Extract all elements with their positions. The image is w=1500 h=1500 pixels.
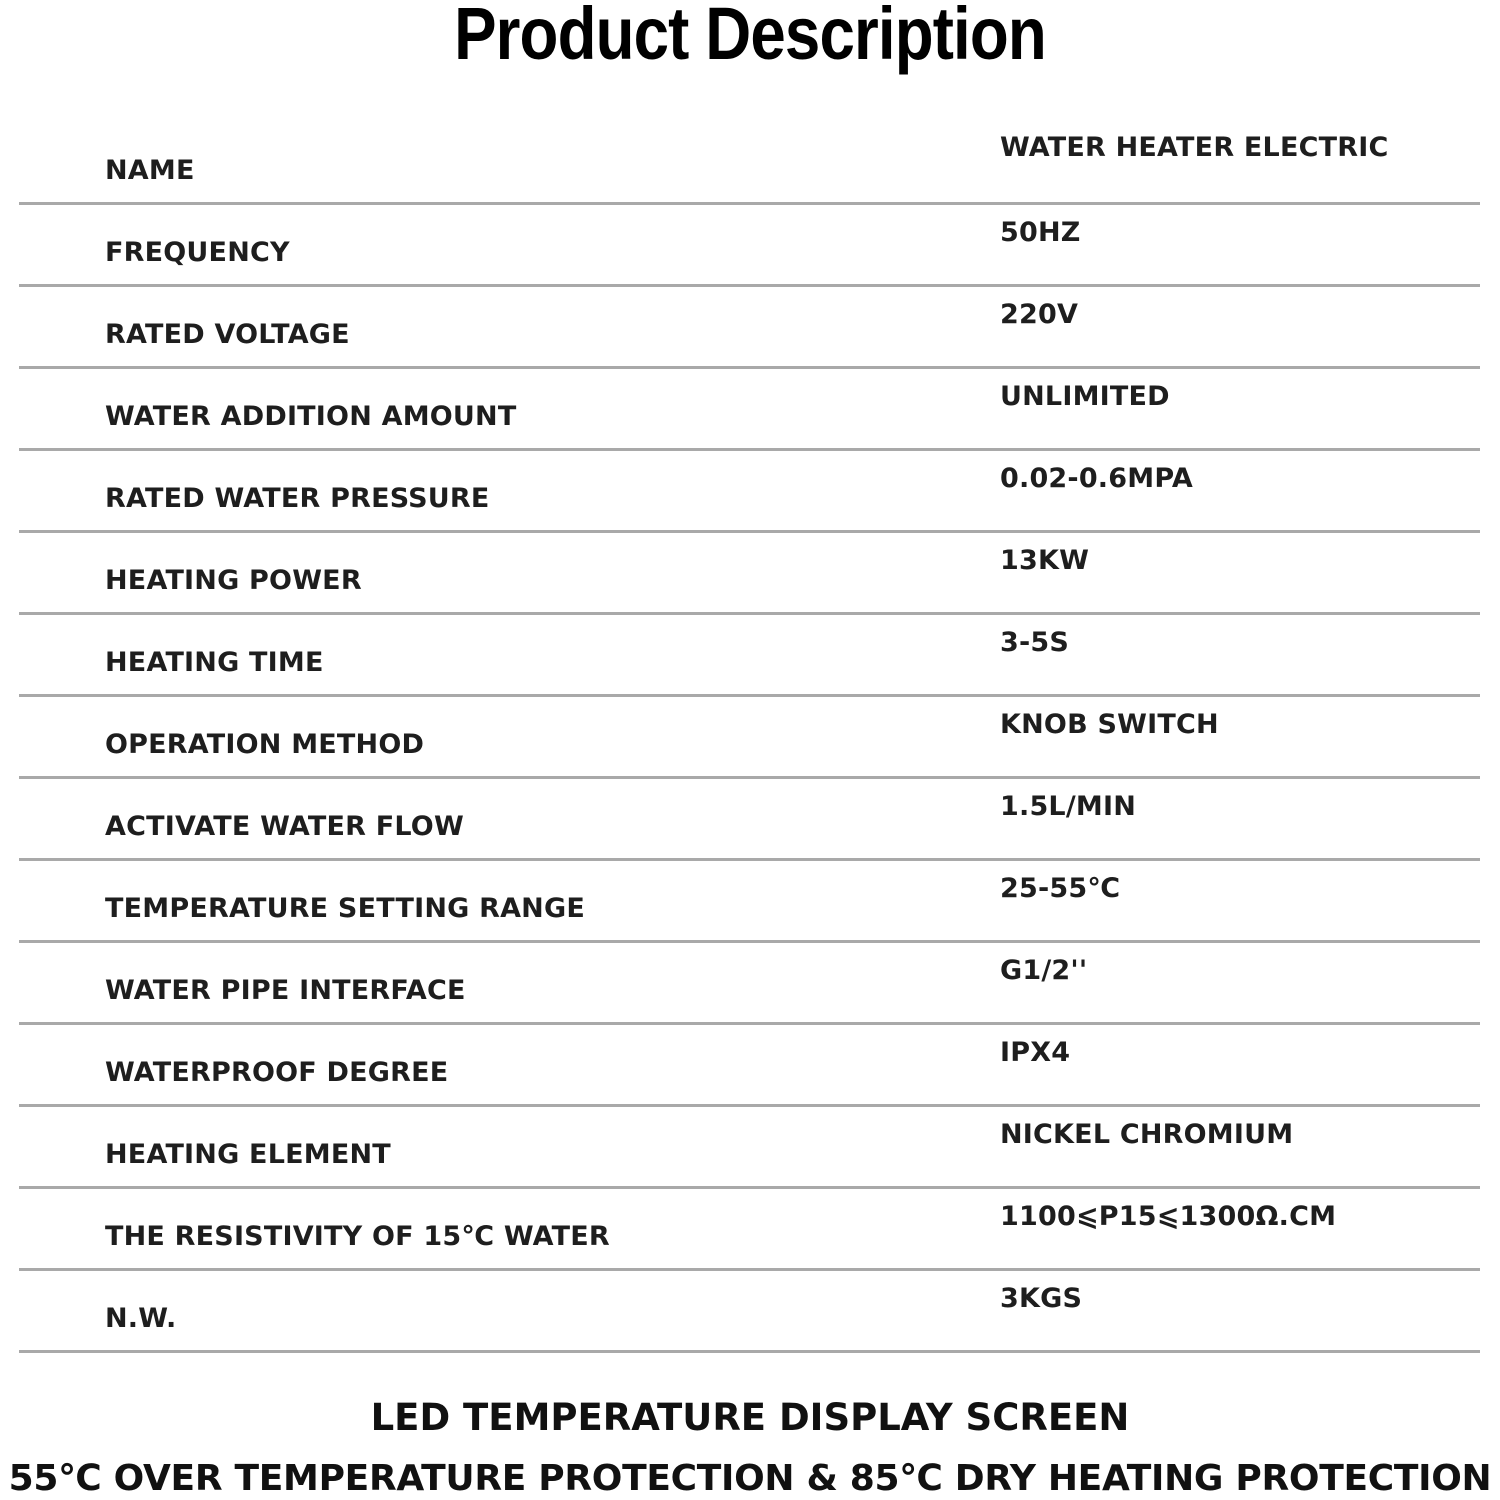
spec-table — [19, 120, 1480, 1353]
spec-row-waterproof-degree — [19, 1025, 1480, 1107]
spec-label: ACTIVATE WATER FLOW — [105, 811, 464, 842]
spec-row-net-weight — [19, 1271, 1480, 1353]
spec-row-rated-voltage — [19, 287, 1480, 369]
spec-label: OPERATION METHOD — [105, 729, 425, 760]
spec-value: WATER HEATER ELECTRIC — [1000, 132, 1389, 163]
spec-row-heating-time — [19, 615, 1480, 697]
spec-value: G1/2'' — [1000, 955, 1088, 986]
spec-label: N.W. — [105, 1303, 177, 1334]
spec-value: 1100⩽P15⩽1300Ω.CM — [1000, 1201, 1337, 1232]
spec-value: 220V — [1000, 299, 1079, 330]
spec-row-heating-power — [19, 533, 1480, 615]
spec-row-rated-water-pressure — [19, 451, 1480, 533]
spec-label: TEMPERATURE SETTING RANGE — [105, 893, 585, 924]
spec-value: 3-5S — [1000, 627, 1070, 658]
spec-value: 0.02-0.6MPA — [1000, 463, 1193, 494]
spec-label: HEATING TIME — [105, 647, 324, 678]
spec-label: WATERPROOF DEGREE — [105, 1057, 449, 1088]
spec-label: HEATING POWER — [105, 565, 362, 596]
page-title: Product Description — [454, 0, 1046, 75]
spec-row-temperature-setting-range — [19, 861, 1480, 943]
spec-value: IPX4 — [1000, 1037, 1071, 1068]
spec-row-water-pipe-interface — [19, 943, 1480, 1025]
spec-row-resistivity — [19, 1189, 1480, 1271]
spec-value: 50HZ — [1000, 217, 1081, 248]
spec-row-activate-water-flow — [19, 779, 1480, 861]
spec-label: NAME — [105, 155, 195, 186]
spec-label: FREQUENCY — [105, 237, 290, 268]
spec-value: UNLIMITED — [1000, 381, 1170, 412]
spec-row-heating-element — [19, 1107, 1480, 1189]
spec-value: 25-55℃ — [1000, 873, 1121, 904]
spec-value: KNOB SWITCH — [1000, 709, 1219, 740]
feature-led-display: LED TEMPERATURE DISPLAY SCREEN — [370, 1396, 1130, 1439]
spec-label: HEATING ELEMENT — [105, 1139, 391, 1170]
spec-row-water-addition-amount — [19, 369, 1480, 451]
spec-value: 1.5L/MIN — [1000, 791, 1137, 822]
spec-label: WATER ADDITION AMOUNT — [105, 401, 517, 432]
spec-value: NICKEL CHROMIUM — [1000, 1119, 1294, 1150]
spec-row-name — [19, 120, 1480, 205]
spec-label: THE RESISTIVITY OF 15℃ WATER — [105, 1221, 610, 1252]
spec-row-frequency — [19, 205, 1480, 287]
spec-value: 3KGS — [1000, 1283, 1083, 1314]
spec-value: 13KW — [1000, 545, 1090, 576]
feature-protection: 55℃ OVER TEMPERATURE PROTECTION & 85℃ DRY HEATING PROTECTION — [8, 1458, 1492, 1499]
spec-label: RATED VOLTAGE — [105, 319, 350, 350]
spec-label: WATER PIPE INTERFACE — [105, 975, 466, 1006]
spec-label: RATED WATER PRESSURE — [105, 483, 490, 514]
spec-row-operation-method — [19, 697, 1480, 779]
